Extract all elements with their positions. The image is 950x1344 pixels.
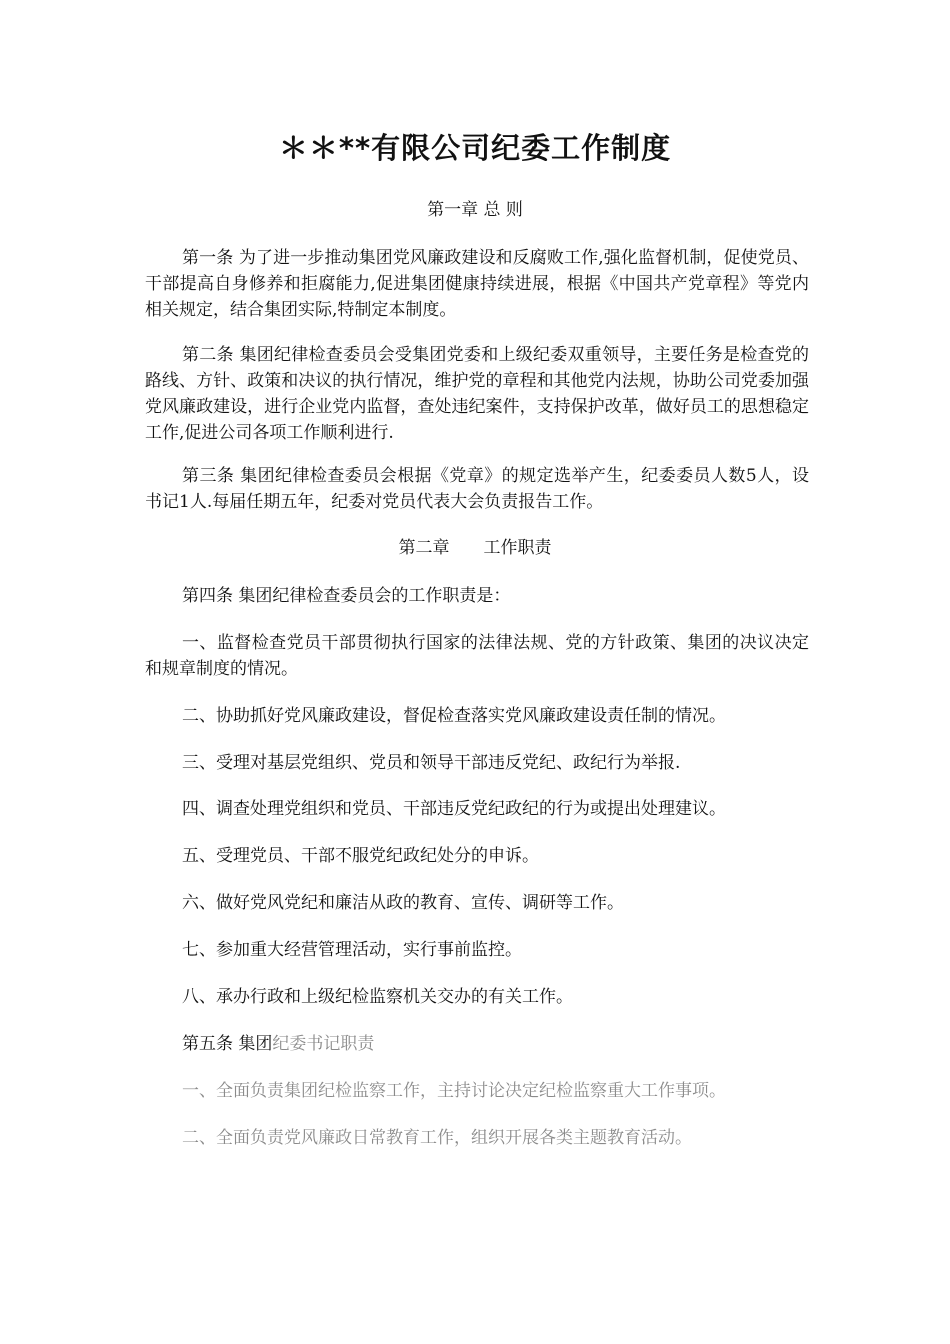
chapter-1-heading: 第一章 总 则	[427, 200, 523, 220]
secretary-duty-item: 二、全面负责党风廉政日常教育工作，组织开展各类主题教育活动。	[182, 1128, 692, 1148]
article-2: 第二条 集团纪律检查委员会受集团党委和上级纪委双重领导，主要任务是检查党的路线、方针、政策和决议的执行情况，维护党的章程和其他党内法规，协助公司党委加强党风廉政建设，进行企业党内监督，查处违纪案件，支持保护改革，做好员工的思想稳定工作,促进公司各项工作顺利进行.	[145, 345, 809, 443]
duty-item: 七、参加重大经营管理活动，实行事前监控。	[182, 940, 522, 960]
duty-item: 二、协助抓好党风廉政建设，督促检查落实党风廉政建设责任制的情况。	[182, 706, 726, 726]
article-1: 第一条 为了进一步推动集团党风廉政建设和反腐败工作,强化监督机制，促使党员、干部提高自身修养和拒腐能力,促进集团健康持续进展，根据《中国共产党章程》等党内相关规定，结合集团实际,特制定本制度。	[145, 248, 809, 320]
duty-item: 八、承办行政和上级纪检监察机关交办的有关工作。	[182, 987, 573, 1007]
article-5-rest: 纪委书记职责	[272, 1034, 375, 1054]
document-title: ＊＊**有限公司纪委工作制度	[278, 131, 672, 165]
article-3: 第三条 集团纪律检查委员会根据《党章》的规定选举产生，纪委委员人数5人，设书记1人.每届任期五年，纪委对党员代表大会负责报告工作。	[145, 466, 809, 512]
article-5	[145, 1031, 809, 1057]
article-4: 第四条 集团纪律检查委员会的工作职责是：	[182, 586, 511, 606]
chapter-2-heading: 第二章 工作职责	[398, 538, 552, 558]
duty-item: 四、调查处理党组织和党员、干部违反党纪政纪的行为或提出处理建议。	[182, 799, 726, 819]
duty-item: 五、受理党员、干部不服党纪政纪处分的申诉。	[182, 846, 539, 866]
duty-item: 六、做好党风党纪和廉洁从政的教育、宣传、调研等工作。	[182, 893, 624, 913]
secretary-duty-item: 一、全面负责集团纪检监察工作，主持讨论决定纪检监察重大工作事项。	[182, 1081, 726, 1101]
article-5-lead: 第五条 集团	[182, 1034, 273, 1054]
duty-item: 一、监督检查党员干部贯彻执行国家的法律法规、党的方针政策、集团的决议决定和规章制度的情况。	[145, 633, 809, 679]
duty-item: 三、受理对基层党组织、党员和领导干部违反党纪、政纪行为举报.	[182, 753, 681, 773]
